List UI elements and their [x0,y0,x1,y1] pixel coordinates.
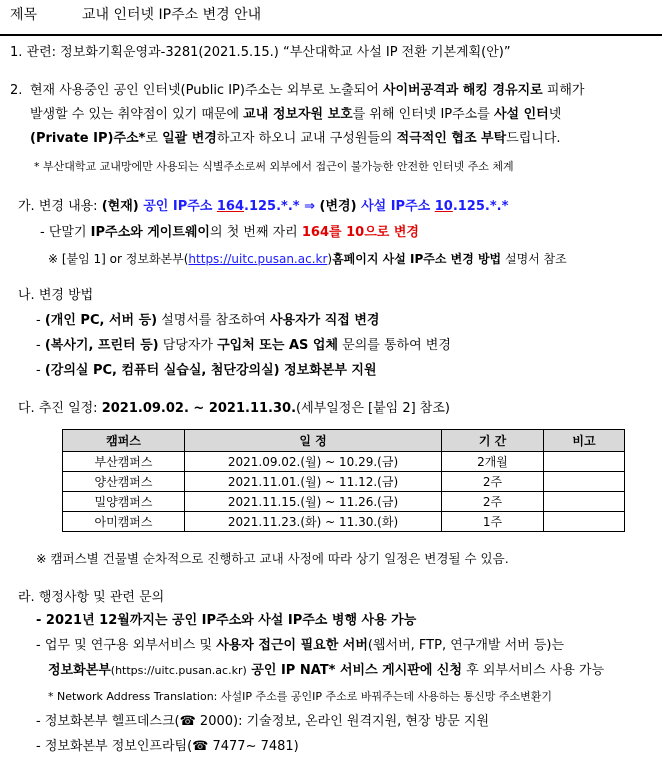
table-cell: 2021.11.23.(화) ~ 11.30.(화) [185,512,442,532]
table-cell: 2021.11.15.(월) ~ 11.26.(금) [185,492,442,512]
table-cell: 1주 [442,512,544,532]
section-ga-sub-2: ※ [붙임 1] or 정보화본부(https://uitc.pusan.ac.kr)홈페이지 사설 IP주소 변경 방법 설명서 참조 [48,252,567,266]
table-cell: 2개월 [442,452,544,472]
table-header-cell: 일 정 [185,430,442,452]
item-2-line-1: 현재 사용중인 공인 인터넷(Public IP)주소는 외부로 노출되어 사이버공격과 해킹 경유지로 피해가 [30,83,585,98]
section-da-note: ※ 캠퍼스별 건물별 순차적으로 진행하고 교내 사정에 따라 상기 일정은 변경될 수 있음. [36,551,509,566]
table-cell: 양산캠퍼스 [63,472,185,492]
section-na-row-1: - (개인 PC, 서버 등) 설명서를 참조하여 사용자가 직접 변경 [36,313,380,328]
table-cell: 2021.11.01.(월) ~ 11.12.(금) [185,472,442,492]
section-ra-title: 라. 행정사항 및 관련 문의 [18,590,165,605]
section-na-row-2: - (복사기, 프린터 등) 담당자가 구입처 또는 AS 업체 문의를 통하여 변경 [36,338,451,353]
section-na-row-3: - (강의실 PC, 컴퓨터 실습실, 첨단강의실) 정보화본부 지원 [36,363,377,378]
section-ra-row-4: - 정보화본부 헬프데스크(☎ 2000): 기술정보, 온라인 원격지원, 현장 방문 지원 [36,714,490,729]
table-cell [544,472,625,492]
document-title: 교내 인터넷 IP주소 변경 안내 [82,7,262,23]
table-row [63,492,625,512]
table-cell: 부산캠퍼스 [63,452,185,472]
item-2-number: 2. [10,83,23,98]
table-header-row [63,430,625,452]
table-cell [544,492,625,512]
table-cell: 밀양캠퍼스 [63,492,185,512]
item-2-footnote: * 부산대학교 교내망에만 사용되는 식별주소로써 외부에서 접근이 불가능한 안전한 인터넷 주소 체계 [34,160,514,173]
schedule-table [62,429,625,532]
table-row [63,512,625,532]
uitc-link[interactable]: https://uitc.pusan.ac.kr [188,252,328,266]
table-row [63,472,625,492]
section-ra-row-2: - 업무 및 연구용 외부서비스 및 사용자 접근이 필요한 서버(웹서버, FTP, 연구개발 서버 등)는 [36,638,565,653]
section-ra-footnote: * Network Address Translation: 사설IP 주소를 공인IP 주소로 바꿔주는데 사용하는 통신망 주소변환기 [48,690,552,703]
table-header-cell: 기 간 [442,430,544,452]
item-2-line-3: (Private IP)주소*로 일괄 변경하고자 하오니 교내 구성원들의 적극적인 협조 부탁드립니다. [30,131,561,146]
table-cell: 아미캠퍼스 [63,512,185,532]
table-cell [544,452,625,472]
table-header-cell: 비고 [544,430,625,452]
section-da-title: 다. 추진 일정: 2021.09.02. ~ 2021.11.30.(세부일정은 [붙임 2] 참조) [18,401,450,416]
section-ga-title: 가. 변경 내용: (현재) 공인 IP주소 164.125.*.* ⇒ (변경) 사설 IP주소 10.125.*.* [18,199,509,214]
section-ra-row-5: - 정보화본부 정보인프라팀(☎ 7477~ 7481) [36,739,299,754]
section-ga-sub-1: - 단말기 IP주소와 게이트웨이의 첫 번째 자리 164를 10으로 변경 [40,225,419,240]
table-cell: 2021.09.02.(월) ~ 10.29.(금) [185,452,442,472]
section-na-title: 나. 변경 방법 [18,288,94,303]
table-cell: 2주 [442,492,544,512]
section-ra-row-1: - 2021년 12월까지는 공인 IP주소와 사설 IP주소 병행 사용 가능 [36,613,417,628]
table-cell: 2주 [442,472,544,492]
table-header-cell: 캠퍼스 [63,430,185,452]
section-ra-row-3: 정보화본부(https://uitc.pusan.ac.kr) 공인 IP NAT* 서비스 게시판에 신청 후 외부서비스 사용 가능 [48,663,605,678]
table-cell [544,512,625,532]
table-row [63,452,625,472]
item-1-related: 1. 관련: 정보화기획운영과-3281(2021.5.15.) “부산대학교 사설 IP 전환 기본계획(안)” [10,45,511,60]
subject-label: 제목 [10,7,38,23]
item-2-line-2: 발생할 수 있는 취약점이 있기 때문에 교내 정보자원 보호를 위해 인터넷 IP주소를 사설 인터넷 [30,107,562,122]
